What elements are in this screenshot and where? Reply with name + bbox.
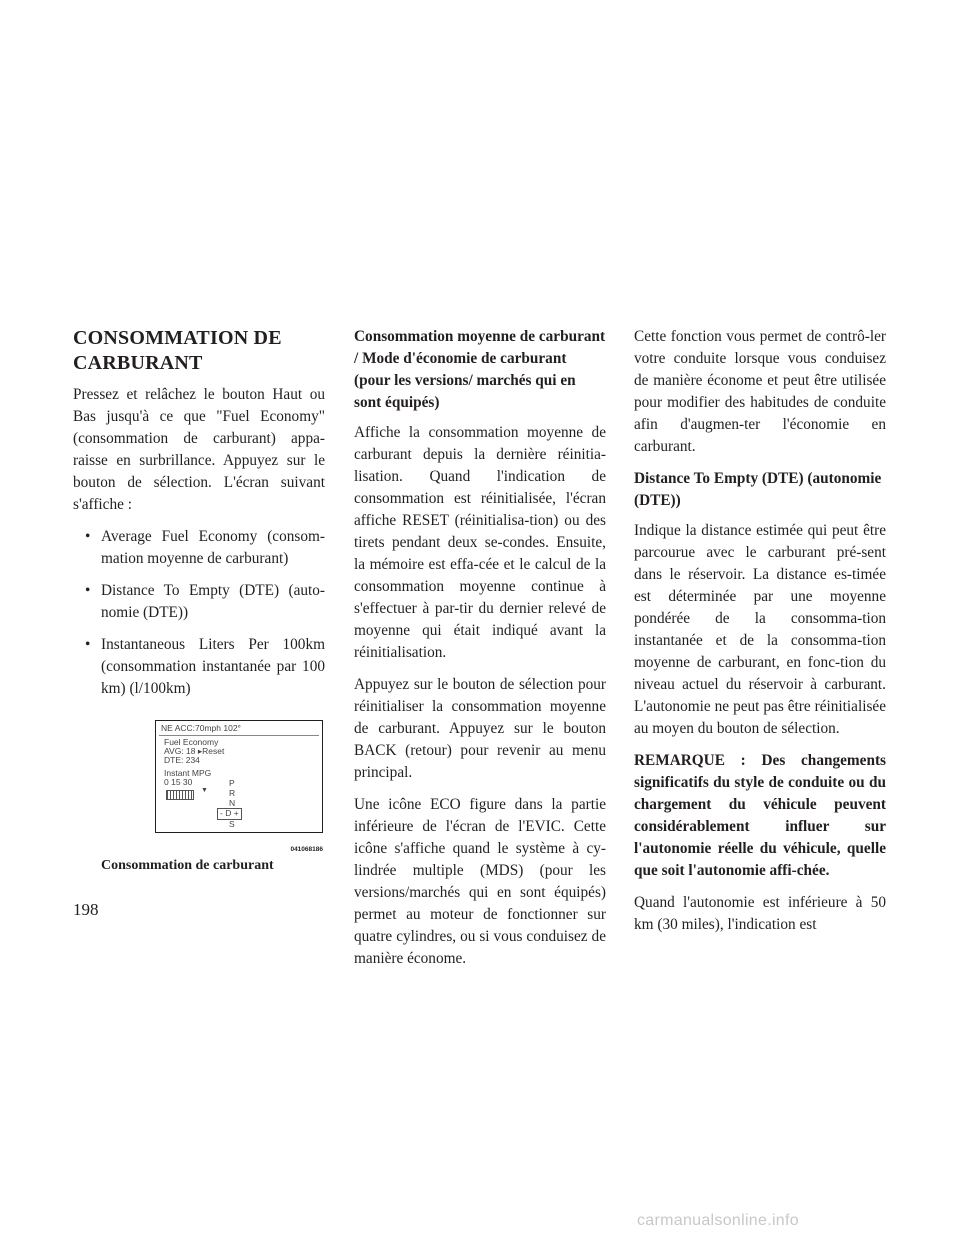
- feature-list: [73, 526, 325, 700]
- list-item: • Average Fuel Economy (consom-mation moyenne de carburant): [85, 528, 325, 567]
- gear-d: - D +: [217, 808, 242, 820]
- gauge-marker-icon: ▼: [201, 787, 208, 794]
- gear-r: R: [229, 788, 236, 798]
- paragraph: Affiche la consommation moyenne de carburant depuis la dernière réinitia-lisation. Quand l'indication de consommation est réinitialisée, l'écran affiche RESET (réinitialisa-tion) ou des tirets pendant deux se-condes. Ensuite, la mémoire est effa-cée et le calcul de la consommation moyenne continue à s'effectuer à par-tir du dernier relevé de moyenne qui était indiqué avant la réinitialisation.: [354, 424, 606, 661]
- screen-instant: Instant MPG: [164, 768, 212, 778]
- note-paragraph: REMARQUE : Des changements significatifs du style de conduite ou du chargement du véhicule peuvent considérablement influer sur l'autonomie réelle du véhicule, quelle que soit l'autonomie affi-chée.: [634, 752, 886, 879]
- gear-n: N: [229, 798, 236, 808]
- paragraph: Quand l'autonomie est inférieure à 50 km (30 miles), l'indication est: [634, 894, 886, 933]
- screen-title: Fuel Economy: [164, 737, 219, 747]
- column-3: [634, 326, 886, 946]
- screen-header: NE ACC:70mph 102°: [161, 723, 241, 733]
- gear-p: P: [229, 778, 235, 788]
- figure-code: 041068186: [290, 846, 323, 853]
- fuel-economy-figure: [73, 720, 325, 873]
- screen-dte: DTE: 234: [164, 755, 200, 765]
- list-item: • Distance To Empty (DTE) (auto-nomie (DTE)): [85, 582, 325, 621]
- instant-gauge: [166, 790, 194, 800]
- section-title: CONSOMMATION DE CARBURANT: [73, 327, 282, 374]
- evic-screen: [155, 720, 323, 833]
- figure-caption: Consommation de carburant: [101, 858, 274, 873]
- paragraph: Appuyez sur le bouton de sélection pour réinitialiser la consommation moyenne de carburant. Appuyez sur le bouton BACK (retour) pour revenir au menu principal.: [354, 676, 606, 781]
- paragraph: Indique la distance estimée qui peut être parcourue avec le carburant pré-sent dans le réservoir. La distance es-timée est déterminée par une moyenne pondérée de la consomma-tion instantanée et de la consomma-tion moyenne de carburant, en fonc-tion du niveau actuel du réservoir à carburant. L'autonomie ne peut pas être réinitialisée au moyen du bouton de sélection.: [634, 522, 886, 737]
- list-item: • Instantaneous Liters Per 100km (consommation instantanée par 100 km) (l/100km): [85, 636, 325, 697]
- screen-divider: [159, 735, 319, 736]
- paragraph: Cette fonction vous permet de contrô-ler votre conduite lorsque vous conduisez de manière économe et peut être utilisée pour modifier des habitudes de conduite afin d'augmen-ter l'économie en carburant.: [634, 328, 886, 455]
- dte-heading: Distance To Empty (DTE) (autonomie (DTE)): [634, 470, 882, 509]
- page-number: 198: [73, 900, 99, 919]
- footer-watermark: carmanualsonline.info: [637, 1212, 799, 1229]
- column-2: [354, 326, 606, 980]
- screen-scale: 0 15 30: [164, 777, 193, 787]
- paragraph: Une icône ECO figure dans la partie inférieure de l'écran de l'EVIC. Cette icône s'affiche quand le système à cy-lindrée multiple (MDS) (pour les versions/marchés qui en sont équipés) permet au moteur de fonctionner sur quatre cylindres, ou si vous conduisez de manière économe.: [354, 796, 606, 967]
- gear-s: S: [229, 819, 235, 829]
- avg-fuel-heading: Consommation moyenne de carburant / Mode d'économie de carburant (pour les versions/ marchés qui en sont équipés): [354, 328, 606, 411]
- screen-avg: AVG: 18 ▸Reset: [164, 746, 225, 756]
- intro-paragraph: Pressez et relâchez le bouton Haut ou Bas jusqu'à ce que "Fuel Economy" (consommation de carburant) appa-raisse en surbrillance. Appuyez sur le bouton de sélection. L'écran suivant s'affiche :: [73, 386, 325, 513]
- column-1: [73, 326, 325, 873]
